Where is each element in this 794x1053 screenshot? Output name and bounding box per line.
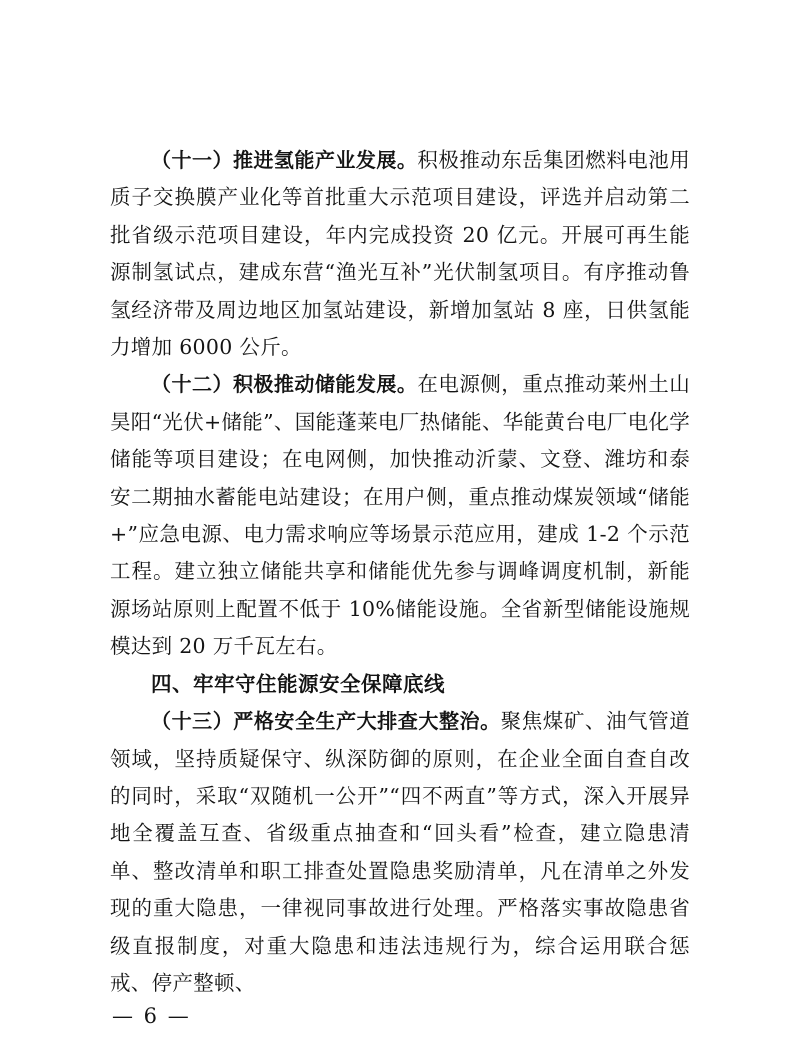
paragraph-hydrogen [110,142,690,366]
page-number: — 6 — [112,1004,191,1028]
paragraph-lead: （十一）推进氢能产业发展。 [151,148,418,172]
paragraph-safety-inspection [110,703,690,1002]
paragraph-energy-storage [110,366,690,665]
document-body [110,142,690,1002]
paragraph-lead: （十二）积极推动储能发展。 [151,372,418,397]
section-heading: 四、牢牢守住能源安全保障底线 [151,671,445,696]
paragraph-text: 聚焦煤矿、油气管道领域，坚持质疑保守、纵深防御的原则，在企业全面自查自改的同时，采取“双随机一公开”“四不两直”等方式，深入开展异地全覆盖互查、省级重点抽查和“回头看”检查，建立隐患清单、整改清单和职工排查处置隐患奖励清单，凡在清单之外发现的重大隐患，一律视同事故进行处理。严格落实事故隐患省级直报制度，对重大隐患和违法违规行为，综合运用联合惩戒、停产整顿、 [110,709,690,995]
paragraph-lead: （十三）严格安全生产大排查大整治。 [151,709,501,734]
paragraph-text: 在电源侧，重点推动莱州土山昊阳“光伏+储能”、国能蓬莱电厂热储能、华能黄台电厂电化学储能等项目建设；在电网侧，加快推动沂蒙、文登、潍坊和泰安二期抽水蓄能电站建设；在用户侧，重点推动煤炭领域“储能+”应急电源、电力需求响应等场景示范应用，建成 1-2 个示范工程。建立独立储能共享和储能优先参与调峰调度机制，新能源场站原则上配置不低于 10%储能设施。全省新型储能设施规模达到 20 万千瓦左右。 [110,372,690,659]
paragraph-text: 积极推动东岳集团燃料电池用质子交换膜产业化等首批重大示范项目建设，评选并启动第二批省级示范项目建设，年内完成投资 20 亿元。开展可再生能源制氢试点，建成东营“渔光互补”光伏制氢项目。有序推动鲁氢经济带及周边地区加氢站建设，新增加氢站 8 座，日供氢能力增加 6000 公斤。 [110,148,690,360]
